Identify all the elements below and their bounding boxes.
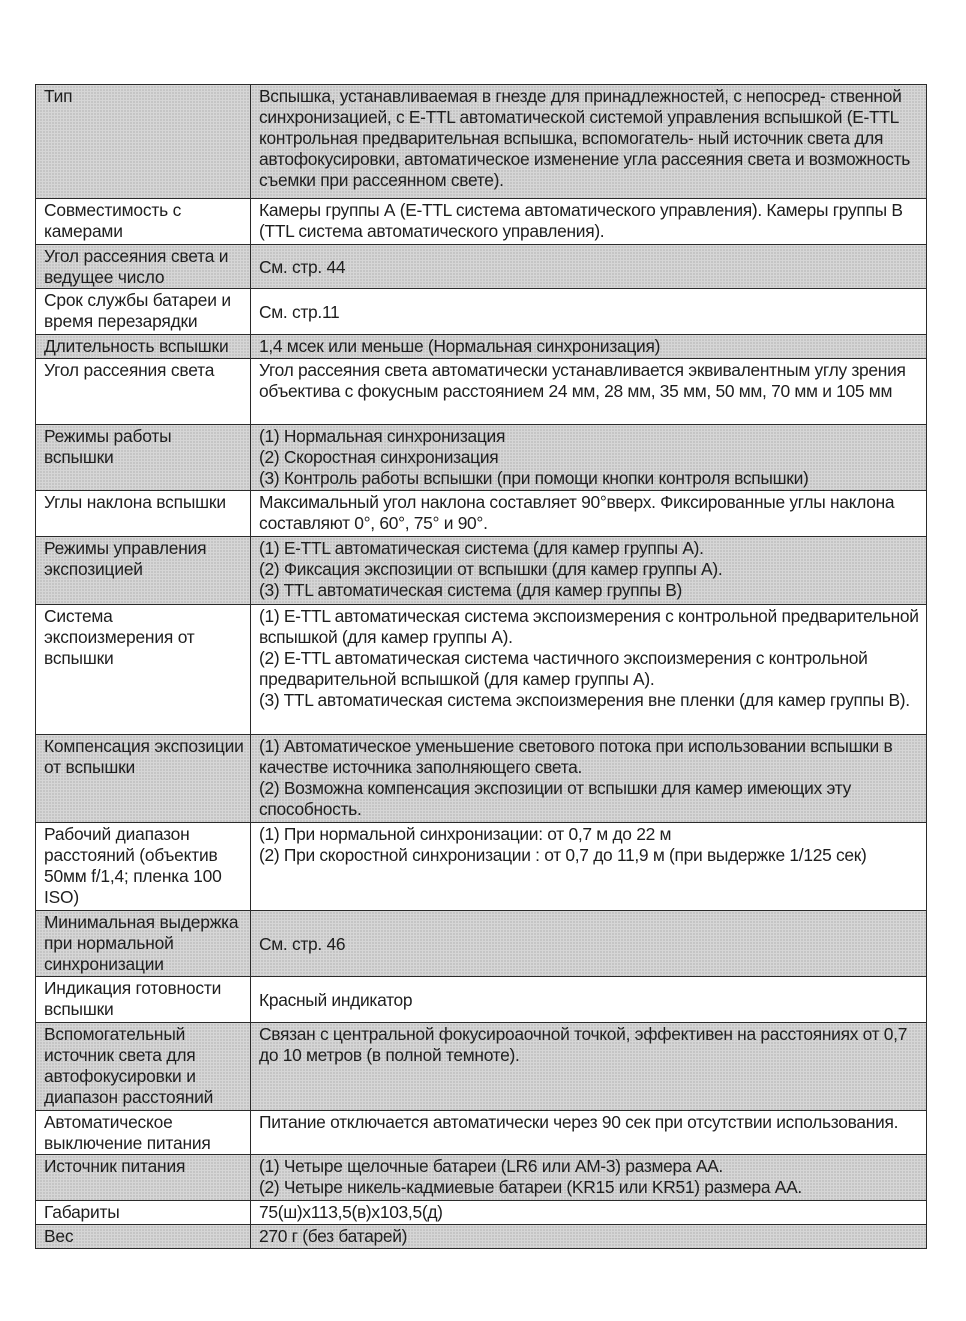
spec-label: Рабочий диапазон расстояний (объектив 50мм f/1,4; пленка 100 ISO) — [36, 823, 251, 911]
spec-row-coverage-guide-number — [36, 245, 927, 289]
spec-item: (2) Возможна компенсация экспозиции от вспышки для камер имеющих эту способность. — [259, 778, 851, 819]
spec-value: Камеры группы А (E-TTL система автоматического управления). Камеры группы В (TTL система автоматического управления). — [251, 199, 927, 245]
spec-row-auto-power-off — [36, 1111, 927, 1155]
spec-value: Угол рассеяния света автоматически устанавливается эквивалентным углу зрения объектива с фокусным расстоянием 24 мм, 28 мм, 35 мм, 50 мм, 70 мм и 105 мм — [251, 359, 927, 425]
spec-row-exposure-modes — [36, 537, 927, 605]
spec-item: (3) TTL автоматическая система (для камер группы В) — [259, 580, 683, 600]
spec-row-battery-life — [36, 289, 927, 335]
spec-label: Режимы работы вспышки — [36, 425, 251, 491]
spec-label: Угол рассеяния света и ведущее число — [36, 245, 251, 289]
spec-value: 75(ш)х113,5(в)х103,5(д) — [251, 1201, 927, 1225]
spec-row-min-shutter — [36, 911, 927, 977]
spec-row-af-assist — [36, 1023, 927, 1111]
spec-item: (2) E-TTL автоматическая система частичного экспоизмерения с контрольной предварительной вспышкой (для камер группы А). — [259, 648, 868, 689]
spec-row-dimensions — [36, 1201, 927, 1225]
spec-label: Источник питания — [36, 1155, 251, 1201]
spec-label: Длительность вспышки — [36, 335, 251, 359]
spec-row-compatibility — [36, 199, 927, 245]
spec-row-flash-modes — [36, 425, 927, 491]
spec-label: Углы наклона вспышки — [36, 491, 251, 537]
spec-label: Индикация готовности вспышки — [36, 977, 251, 1023]
spec-value: 270 г (без батарей) — [251, 1225, 927, 1249]
spec-row-weight — [36, 1225, 927, 1249]
spec-item: (1) При нормальной синхронизации: от 0,7 м до 22 м — [259, 824, 672, 844]
spec-label: Габариты — [36, 1201, 251, 1225]
spec-row-type — [36, 85, 927, 199]
spec-row-exposure-compensation — [36, 735, 927, 823]
spec-value: См. стр. 44 — [251, 245, 927, 289]
spec-label: Вспомогательный источник света для автофокусировки и диапазон расстояний — [36, 1023, 251, 1111]
spec-row-flash-duration — [36, 335, 927, 359]
spec-value — [251, 537, 927, 605]
spec-item: (1) Четыре щелочные батареи (LR6 или AM-3) размера АА. — [259, 1156, 723, 1176]
spec-item: (2) При скоростной синхронизации : от 0,7 до 11,9 м (при выдержке 1/125 сек) — [259, 845, 867, 865]
spec-item: (1) E-TTL автоматическая система (для камер группы А). — [259, 538, 704, 558]
spec-label: Система экспоизмерения от вспышки — [36, 605, 251, 735]
specifications-table — [35, 84, 927, 1249]
spec-label: Режимы управления экспозицией — [36, 537, 251, 605]
spec-row-metering-system — [36, 605, 927, 735]
spec-label: Вес — [36, 1225, 251, 1249]
spec-value — [251, 823, 927, 911]
spec-value: Максимальный угол наклона составляет 90°вверх. Фиксированные углы наклона составляют 0°, 60°, 75° и 90°. — [251, 491, 927, 537]
spec-item: (3) TTL автоматическая система экспоизмерения вне пленки (для камер группы В). — [259, 690, 910, 710]
spec-value — [251, 425, 927, 491]
spec-item: (1) Нормальная синхронизация — [259, 426, 506, 446]
spec-row-coverage-angle — [36, 359, 927, 425]
spec-value: Питание отключается автоматически через 90 сек при отсутствии использования. — [251, 1111, 927, 1155]
spec-item: (1) E-TTL автоматическая система экспоизмерения с контрольной предварительной вспышкой (для камер группы А). — [259, 606, 919, 647]
spec-value: Красный индикатор — [251, 977, 927, 1023]
spec-value: Вспышка, устанавливаемая в гнезде для принадлежностей, с непосред- ственной синхронизацией, с E-TTL автоматической системой управления вспышкой (E-TTL контрольная предварительная вспышка, вспомогатель- ный источник света для автофокусировки, автоматическое изменение угла рассеяния света и возможность съемки при рассеянном свете). — [251, 85, 927, 199]
spec-label: Угол рассеяния света — [36, 359, 251, 425]
spec-label: Совместимость с камерами — [36, 199, 251, 245]
spec-value — [251, 1155, 927, 1201]
spec-label: Срок службы батареи и время перезарядки — [36, 289, 251, 335]
spec-item: (3) Контроль работы вспышки (при помощи кнопки контроля вспышки) — [259, 468, 809, 488]
spec-row-ready-indicator — [36, 977, 927, 1023]
spec-value: См. стр.11 — [251, 289, 927, 335]
spec-row-power-source — [36, 1155, 927, 1201]
spec-label: Автоматическое выключение питания — [36, 1111, 251, 1155]
spec-label: Компенсация экспозиции от вспышки — [36, 735, 251, 823]
spec-item: (2) Скоростная синхронизация — [259, 447, 499, 467]
spec-value — [251, 735, 927, 823]
spec-item: (2) Четыре никель-кадмиевые батареи (KR15 или KR51) размера АА. — [259, 1177, 802, 1197]
spec-item: (1) Автоматическое уменьшение светового потока при использовании вспышки в качестве источника заполняющего света. — [259, 736, 893, 777]
spec-value — [251, 605, 927, 735]
spec-label: Тип — [36, 85, 251, 199]
spec-label: Минимальная выдержка при нормальной синхронизации — [36, 911, 251, 977]
spec-item: (2) Фиксация экспозиции от вспышки (для камер группы А). — [259, 559, 723, 579]
spec-value: См. стр. 46 — [251, 911, 927, 977]
spec-value: Связан с центральной фокусироаочной точкой, эффективен на расстояниях от 0,7 до 10 метров (в полной темноте). — [251, 1023, 927, 1111]
spec-value: 1,4 мсек или меньше (Нормальная синхронизация) — [251, 335, 927, 359]
spec-row-working-range — [36, 823, 927, 911]
spec-row-bounce-angles — [36, 491, 927, 537]
